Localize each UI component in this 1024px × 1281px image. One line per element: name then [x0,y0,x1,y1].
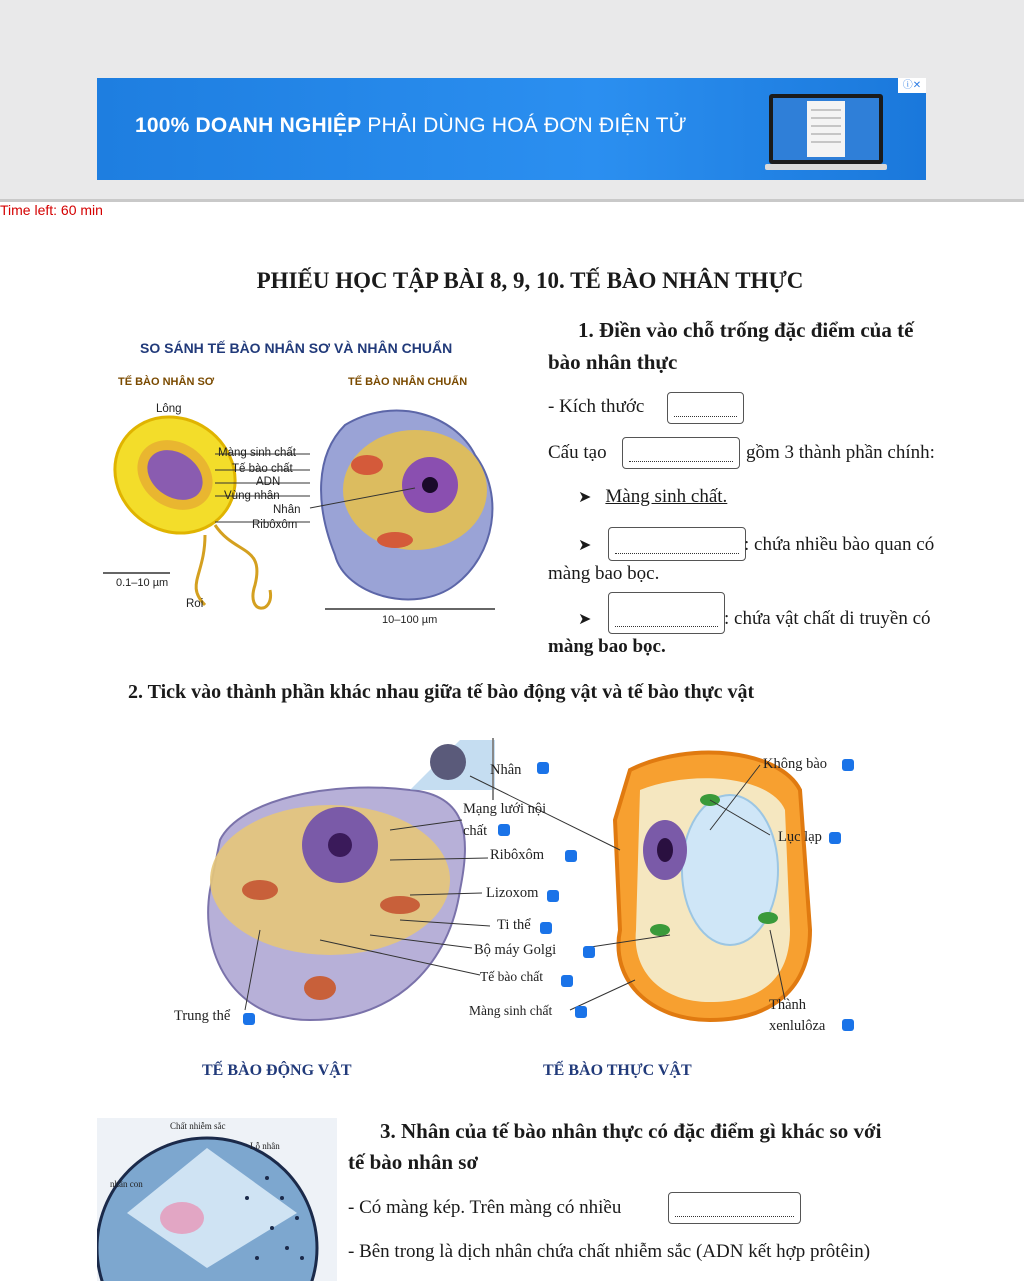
label-vung-nhan: Vùng nhân [224,490,280,502]
q1-part2-line2: màng bao bọc. [548,563,660,584]
q1-part3-arrow [578,608,605,630]
label-long: Lông [156,403,182,415]
label-mang-luoi-noi-chat-2: chất [463,823,488,839]
q1-structure-label: Cấu tạo [548,442,607,463]
q1-part3-line2: màng bao bọc. [548,636,666,657]
time-left: Time left: 60 min [0,202,103,218]
ad-close-icon[interactable]: ⓘ✕ [898,78,926,93]
label-thanh-2: xenlulôza [769,1018,826,1034]
label-lizoxom: Lizoxom [486,885,539,901]
caption-animal-cell: TẾ BÀO ĐỘNG VẬT [202,1062,352,1079]
label-nhan: Nhân [273,504,301,516]
cells-illustration [95,395,515,635]
checkbox-lizoxom[interactable] [547,890,559,902]
checkbox-luoi-noi-chat[interactable] [498,824,510,836]
checkbox-te-bao-chat[interactable] [561,975,573,987]
q2-heading: 2. Tick vào thành phần khác nhau giữa tế bào động vật và tế bào thực vật [128,681,755,703]
label-te-bao-chat: Tế bào chất [480,969,543,984]
label-te-bao-chat: Tế bào chất [232,463,293,475]
caption-plant-cell: TẾ BÀO THỰC VẬT [543,1062,692,1079]
label-chat-nhiem-sac: Chất nhiễm sắc [170,1121,226,1131]
q3-line2: - Bên trong là dịch nhân chứa chất nhiễm sắc (ADN kết hợp prôtêin) [348,1241,871,1262]
arrow-icon: ➤ [578,489,592,506]
nucleus-illustration [97,1118,337,1281]
label-riboxom: Ribôxôm [490,847,544,863]
top-bar [0,0,1024,200]
q1-part2-arrow [578,534,605,556]
q1-part2-tail: : chứa nhiều bào quan có [744,534,935,555]
label-nhan-con: nhân con [110,1179,143,1189]
q1-part3-blank[interactable] [608,592,725,634]
q1-heading-line2: bào nhân thực [548,350,678,374]
label-khong-bao: Không bào [763,756,828,772]
q1-structure-blank[interactable] [622,437,740,469]
label-riboxom: Ribôxôm [252,519,298,531]
q1-size-label: - Kích thước [548,396,645,417]
label-scale-left: 0.1–10 µm [116,577,169,589]
divider [0,199,1024,202]
figure1-left-caption: TẾ BÀO NHÂN SƠ [118,376,215,388]
label-golgi: Bộ máy Golgi [474,942,557,958]
label-mang-sinh-chat: Màng sinh chất [469,1003,553,1018]
label-nhan: Nhân [490,762,522,778]
arrow-icon: ➤ [578,537,592,554]
checkbox-golgi[interactable] [583,946,595,958]
figure1-right-caption: TẾ BÀO NHÂN CHUẨN [348,376,468,388]
label-thanh-1: Thành [769,997,807,1013]
label-mang-sinh-chat: Màng sinh chất [218,447,296,459]
checkbox-ti-the[interactable] [540,922,552,934]
q1-part3-tail: : chứa vật chất di truyền có [724,608,931,629]
laptop-icon [765,92,887,172]
q1-structure-tail: gồm 3 thành phần chính: [746,442,935,463]
figure1-title: SO SÁNH TẾ BÀO NHÂN SƠ VÀ NHÂN CHUẨN [140,340,453,356]
q1-part1: ➤ Màng sinh chất. [578,486,728,507]
checkbox-mang-sinh-chat[interactable] [575,1006,587,1018]
label-lo-nhan: Lỗ nhân [250,1141,280,1151]
q3-heading-line2: tế bào nhân sơ [348,1150,479,1174]
label-luc-lap: Lục lạp [778,829,822,845]
arrow-icon: ➤ [578,611,592,628]
q3-heading-line1: 3. Nhân của tế bào nhân thực có đặc điểm gì khác so với [380,1119,882,1143]
checkbox-riboxom[interactable] [565,850,577,862]
label-adn: ADN [256,476,281,488]
q3-line1: - Có màng kép. Trên màng có nhiều [348,1197,622,1218]
worksheet-title: PHIẾU HỌC TẬP BÀI 8, 9, 10. TẾ BÀO NHÂN THỰC [256,268,804,293]
advertisement-banner[interactable] [97,78,926,180]
label-mang-luoi-noi-chat-1: Mạng lưới nội [463,801,547,817]
label-roi: Roi [186,598,204,610]
ad-text: 100% DOANH NGHIỆP PHẢI DÙNG HOÁ ĐƠN ĐIỆN TỬ [135,114,687,137]
label-ti-the: Ti thể [497,917,531,933]
checkbox-thanh-xenluloza[interactable] [842,1019,854,1031]
q3-pores-blank[interactable] [668,1192,801,1224]
checkbox-nhan[interactable] [537,762,549,774]
label-trung-the: Trung thể [174,1008,231,1024]
checkbox-trung-the[interactable] [243,1013,255,1025]
checkbox-luc-lap[interactable] [829,832,841,844]
checkbox-khong-bao[interactable] [842,759,854,771]
q1-heading-line1: 1. Điền vào chỗ trống đặc điểm của tế [578,318,914,342]
q1-part2-blank[interactable] [608,527,746,561]
q1-size-blank[interactable] [667,392,744,424]
label-scale-right: 10–100 µm [382,614,438,626]
